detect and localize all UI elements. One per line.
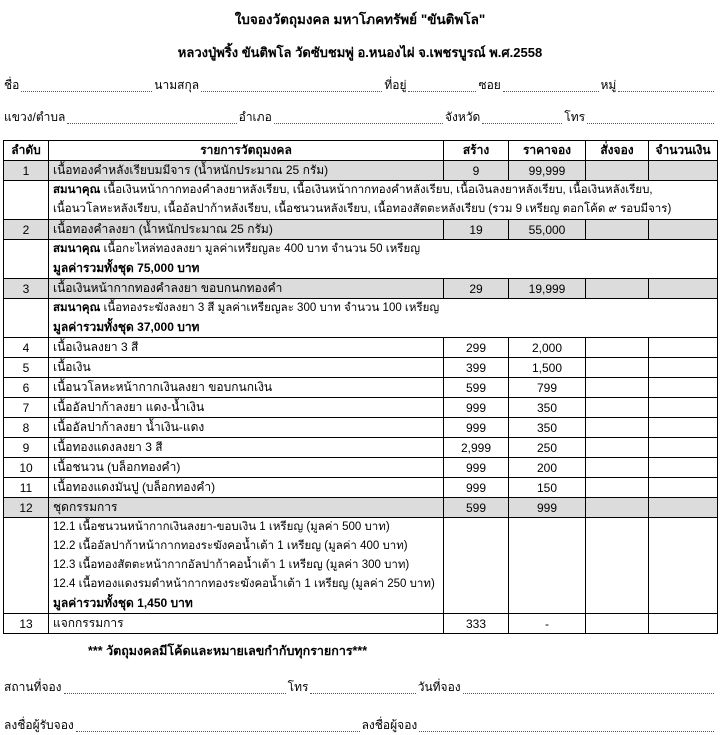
item-row [4, 418, 718, 438]
order-qty-cell [586, 279, 649, 299]
item-name-cell: เนื้อทองแดงลงยา 3 สี [49, 438, 444, 458]
made-count-cell [444, 518, 509, 614]
price-cell: 2,000 [509, 338, 586, 358]
price-cell: 250 [509, 438, 586, 458]
column-header: ลำดับ [4, 141, 49, 161]
order-qty-cell [586, 458, 649, 478]
amount-cell [649, 418, 718, 438]
item-row [4, 279, 718, 299]
item-row [4, 438, 718, 458]
field-label: แขวง/ตำบล [4, 110, 66, 124]
made-count-cell: 2,999 [444, 438, 509, 458]
amount-cell [649, 614, 718, 634]
amount-cell [649, 358, 718, 378]
item-row [4, 478, 718, 498]
made-count-cell: 29 [444, 279, 509, 299]
row-number-cell: 7 [4, 398, 49, 418]
field-label: หมู่ [600, 78, 617, 92]
row-number-cell: 2 [4, 220, 49, 240]
field-label: ที่อยู่ [384, 78, 407, 92]
row-number-cell: 10 [4, 458, 49, 478]
row-number-cell: 6 [4, 378, 49, 398]
item-row [4, 358, 718, 378]
item-detail-row [4, 181, 718, 220]
amount-cell [649, 220, 718, 240]
field-label: อำเภอ [238, 110, 272, 124]
dotted-blank-field [76, 729, 360, 732]
price-cell: 350 [509, 398, 586, 418]
page-title: ใบจองวัตถุมงคล มหาโภคทรัพย์ "ขันติพโล" [234, 12, 486, 27]
row-number-cell [4, 240, 49, 279]
row-number-cell: 5 [4, 358, 49, 378]
order-qty-cell [586, 478, 649, 498]
order-table [3, 140, 718, 634]
item-name-cell: เนื้อเงินลงยา 3 สี [49, 338, 444, 358]
detail-line: มูลค่ารวมทั้งชุด 75,000 บาท [53, 261, 200, 275]
amount-cell [649, 498, 718, 518]
order-table-header [4, 141, 718, 161]
item-row [4, 458, 718, 478]
item-row [4, 338, 718, 358]
field-label: วันที่จอง [417, 680, 461, 694]
detail-lines-cell [49, 518, 444, 614]
row-number-cell: 12 [4, 498, 49, 518]
made-count-cell: 299 [444, 338, 509, 358]
row-number-cell [4, 518, 49, 614]
dotted-blank-field [503, 89, 599, 92]
dotted-blank-field [64, 691, 286, 694]
detail-lines-cell [49, 299, 718, 338]
item-name-cell: แจกกรรมการ [49, 614, 444, 634]
field-label: จังหวัด [445, 110, 481, 124]
amount-cell [649, 518, 718, 614]
dotted-blank-field [310, 691, 415, 694]
made-count-cell: 999 [444, 458, 509, 478]
made-count-cell: 999 [444, 398, 509, 418]
row-number-cell [4, 299, 49, 338]
price-cell: 350 [509, 418, 586, 438]
column-header: รายการวัตถุมงคล [49, 141, 444, 161]
dotted-blank-field [463, 691, 714, 694]
amount-cell [649, 378, 718, 398]
column-header: สั่งจอง [586, 141, 649, 161]
order-qty-cell [586, 518, 649, 614]
detail-line: สมนาคุณ เนื้อเงินหน้ากากทองคำลงยาหลังเรียบ, เนื้อเงินหน้ากากทองคำหลังเรียบ, เนื้อเงินลงยาหลังเรียบ, เนื้อเงินหลังเรียบ, [53, 184, 653, 196]
amount-cell [649, 161, 718, 181]
made-count-cell: 599 [444, 378, 509, 398]
item-row [4, 220, 718, 240]
dotted-blank-field [587, 121, 714, 124]
field-label: สถานที่จอง [4, 680, 62, 694]
signature-line [4, 716, 716, 735]
field-label: นามสกุล [154, 78, 200, 92]
applicant-name-line [4, 76, 716, 95]
detail-line: 12.4 เนื้อทองแดงรมดำหน้ากากทองระฆังคอน้ำเต้า 1 เหรียญ (มูลค่า 250 บาท) [53, 578, 435, 590]
order-qty-cell [586, 438, 649, 458]
item-name-cell: เนื้ออัลปาก้าลงยา น้ำเงิน-แดง [49, 418, 444, 438]
field-label: โทร [287, 680, 309, 694]
bonus-label: สมนาคุณ [53, 184, 101, 196]
row-number-cell [4, 181, 49, 220]
row-number-cell: 13 [4, 614, 49, 634]
dotted-blank-field [274, 121, 443, 124]
code-note: *** วัตถุมงคลมีโค้ดและหมายเลขกำกับทุกรายการ*** [88, 644, 368, 658]
price-cell: 200 [509, 458, 586, 478]
price-cell: 999 [509, 498, 586, 518]
item-row [4, 161, 718, 181]
dotted-blank-field [21, 89, 152, 92]
item-name-cell: เนื้ออัลปาก้าลงยา แดง-น้ำเงิน [49, 398, 444, 418]
bonus-label: สมนาคุณ [53, 243, 101, 255]
order-qty-cell [586, 220, 649, 240]
order-table-body [4, 161, 718, 634]
made-count-cell: 399 [444, 358, 509, 378]
applicant-address-line [4, 108, 716, 127]
made-count-cell: 999 [444, 418, 509, 438]
dotted-blank-field [419, 729, 714, 732]
row-number-cell: 11 [4, 478, 49, 498]
column-header: จำนวนเงิน [649, 141, 718, 161]
order-qty-cell [586, 378, 649, 398]
column-header: ราคาจอง [509, 141, 586, 161]
page-subtitle: หลวงปู่พริ้ง ขันติพโล วัดซับชมพู่ อ.หนองไผ่ จ.เพชรบูรณ์ พ.ศ.2558 [177, 45, 543, 60]
order-qty-cell [586, 614, 649, 634]
amount-cell [649, 458, 718, 478]
row-number-cell: 9 [4, 438, 49, 458]
item-name-cell: เนื้อเงินหน้ากากทองคำลงยา ขอบกนกทองคำ [49, 279, 444, 299]
amount-cell [649, 438, 718, 458]
price-cell: 1,500 [509, 358, 586, 378]
price-cell: 799 [509, 378, 586, 398]
dotted-blank-field [408, 89, 476, 92]
field-label: ลงชื่อผู้จอง [361, 718, 418, 732]
item-name-cell: เนื้อทองคำลงยา (น้ำหนักประมาณ 25 กรัม) [49, 220, 444, 240]
made-count-cell: 9 [444, 161, 509, 181]
made-count-cell: 599 [444, 498, 509, 518]
detail-line: สมนาคุณ เนื้อทองระฆังลงยา 3 สี มูลค่าเหรียญละ 300 บาท จำนวน 100 เหรียญ [53, 302, 440, 314]
detail-lines-cell [49, 181, 718, 220]
item-name-cell: เนื้อทองคำหลังเรียบมมีจาร (น้ำหนักประมาณ 25 กรัม) [49, 161, 444, 181]
item-detail-row [4, 240, 718, 279]
item-name-cell: เนื้อชนวน (บล็อกทองคำ) [49, 458, 444, 478]
item-row [4, 398, 718, 418]
detail-lines-cell [49, 240, 718, 279]
booking-place-line [4, 678, 716, 697]
made-count-cell: 19 [444, 220, 509, 240]
item-row [4, 378, 718, 398]
order-qty-cell [586, 358, 649, 378]
detail-line: 12.1 เนื้อชนวนหน้ากากเงินลงยา-ขอบเงิน 1 เหรียญ (มูลค่า 500 บาท) [53, 521, 390, 533]
dotted-blank-field [67, 121, 236, 124]
field-label: โทร [564, 110, 586, 124]
row-number-cell: 4 [4, 338, 49, 358]
amount-cell [649, 279, 718, 299]
field-label: ลงชื่อผู้รับจอง [4, 718, 74, 732]
item-detail-row [4, 518, 718, 614]
order-qty-cell [586, 161, 649, 181]
detail-line: มูลค่ารวมทั้งชุด 1,450 บาท [53, 596, 193, 610]
price-cell: - [509, 614, 586, 634]
dotted-blank-field [482, 121, 562, 124]
order-qty-cell [586, 398, 649, 418]
item-name-cell: ชุดกรรมการ [49, 498, 444, 518]
detail-line: 12.3 เนื้อทองสัตตะหน้ากากอัลปาก้าคอน้ำเต้า 1 เหรียญ (มูลค่า 300 บาท) [53, 559, 410, 571]
column-header: สร้าง [444, 141, 509, 161]
price-cell: 99,999 [509, 161, 586, 181]
item-row [4, 614, 718, 634]
made-count-cell: 333 [444, 614, 509, 634]
price-cell [509, 518, 586, 614]
row-number-cell: 8 [4, 418, 49, 438]
price-cell: 150 [509, 478, 586, 498]
made-count-cell: 999 [444, 478, 509, 498]
order-qty-cell [586, 418, 649, 438]
item-name-cell: เนื้อนวโลหะหน้ากากเงินลงยา ขอบกนกเงิน [49, 378, 444, 398]
amount-cell [649, 338, 718, 358]
dotted-blank-field [201, 89, 382, 92]
order-qty-cell [586, 498, 649, 518]
amount-cell [649, 398, 718, 418]
bonus-label: สมนาคุณ [53, 302, 101, 314]
price-cell: 19,999 [509, 279, 586, 299]
item-name-cell: เนื้อเงิน [49, 358, 444, 378]
dotted-blank-field [618, 89, 714, 92]
detail-line: 12.2 เนื้ออัลปาก้าหน้ากากทองระฆังคอน้ำเต้า 1 เหรียญ (มูลค่า 400 บาท) [53, 540, 408, 552]
item-row [4, 498, 718, 518]
row-number-cell: 3 [4, 279, 49, 299]
detail-line: สมนาคุณ เนื้อกะไหล่ทองลงยา มูลค่าเหรียญละ 400 บาท จำนวน 50 เหรียญ [53, 243, 421, 255]
item-detail-row [4, 299, 718, 338]
field-label: ชื่อ [4, 78, 20, 92]
detail-line: มูลค่ารวมทั้งชุด 37,000 บาท [53, 320, 200, 334]
field-label: ซอย [478, 78, 501, 92]
price-cell: 55,000 [509, 220, 586, 240]
item-name-cell: เนื้อทองแดงมันปู (บล็อกทองคำ) [49, 478, 444, 498]
row-number-cell: 1 [4, 161, 49, 181]
order-qty-cell [586, 338, 649, 358]
amount-cell [649, 478, 718, 498]
detail-line: เนื้อนวโลหะหลังเรียบ, เนื้ออัลปาก้าหลังเรียบ, เนื้อชนวนหลังเรียบ, เนื้อทองสัตตะหลังเรียบ (รวม 9 เหรียญ ตอกโค้ด ๙ รอบมีจาร) [53, 203, 672, 215]
